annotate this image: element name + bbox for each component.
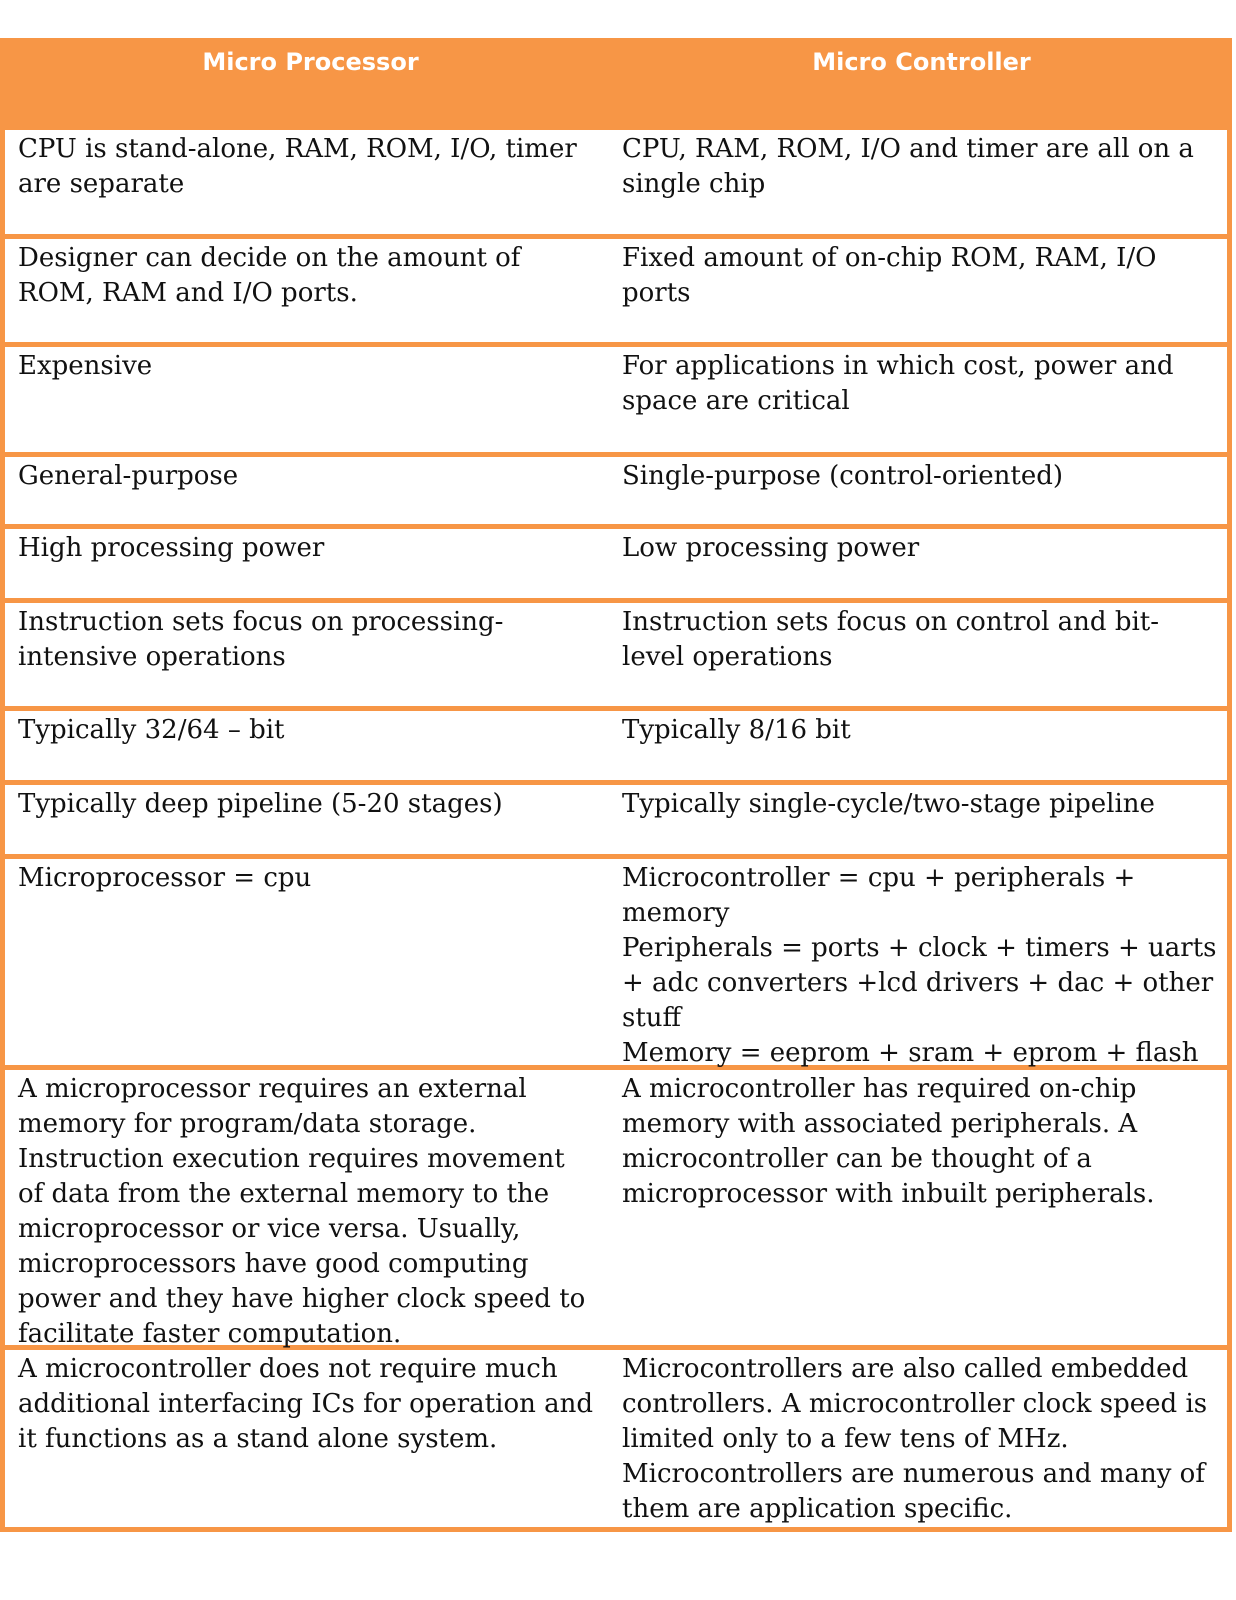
controller-cell: Microcontrollers are also called embedded controllers. A microcontroller clock speed is limited only to a few tens of MHz. Microcontrollers are numerous and many of them are application specific. xyxy=(622,1354,1208,1524)
comparison-table xyxy=(0,38,1232,1532)
processor-cell: A microcontroller does not require much additional interfacing ICs for operation and it functions as a stand alone system. xyxy=(18,1354,593,1454)
processor-cell: A microprocessor requires an external memory for program/data storage. Instruction execution requires movement of data from the external memory to the microprocessor or vice versa. Usually, microprocessors have good computing power and they have higher clock speed to facilitate faster computation. xyxy=(18,1074,586,1349)
processor-cell: Designer can decide on the amount of ROM, RAM and I/O ports. xyxy=(18,243,521,308)
processor-cell: Typically 32/64 – bit xyxy=(18,715,285,745)
table-row xyxy=(5,785,1227,859)
table-row xyxy=(5,457,1227,529)
processor-cell: General-purpose xyxy=(18,461,239,491)
controller-cell: CPU, RAM, ROM, I/O and timer are all on a single chip xyxy=(622,134,1194,199)
processor-cell: Expensive xyxy=(18,351,153,381)
processor-cell: Instruction sets focus on processing-intensive operations xyxy=(18,607,504,672)
header-micro-controller: Micro Controller xyxy=(812,48,1031,76)
controller-cell: Instruction sets focus on control and bit-level operations xyxy=(622,607,1160,672)
processor-cell: High processing power xyxy=(18,533,325,563)
controller-cell: Typically single-cycle/two-stage pipeline xyxy=(622,789,1155,819)
controller-cell: Fixed amount of on-chip ROM, RAM, I/O ports xyxy=(622,243,1157,308)
table-row xyxy=(5,130,1227,239)
controller-cell: A microcontroller has required on-chip memory with associated peripherals. A microcontroller can be thought of a microprocessor with inbuilt peripherals. xyxy=(622,1074,1155,1209)
header-micro-processor: Micro Processor xyxy=(202,48,419,76)
processor-cell: CPU is stand-alone, RAM, ROM, I/O, timer are separate xyxy=(18,134,577,199)
controller-cell: Single-purpose (control-oriented) xyxy=(622,461,1063,491)
table-row xyxy=(5,603,1227,711)
controller-cell: Low processing power xyxy=(622,533,920,563)
table-row xyxy=(5,1070,1227,1350)
controller-cell: Typically 8/16 bit xyxy=(622,715,851,745)
table-header xyxy=(5,38,1227,130)
table-row xyxy=(5,1350,1227,1527)
controller-cell: Microcontroller = cpu + peripherals + memory Peripherals = ports + clock + timers + uarts + adc converters +lcd drivers + dac + other stuff Memory = eeprom + sram + eprom + flash xyxy=(622,863,1217,1068)
controller-cell: For applications in which cost, power and space are critical xyxy=(622,351,1174,416)
processor-cell: Microprocessor = cpu xyxy=(18,863,312,893)
table-row xyxy=(5,529,1227,603)
table-row xyxy=(5,711,1227,785)
table-row xyxy=(5,347,1227,457)
table-row xyxy=(5,859,1227,1070)
table-row xyxy=(5,239,1227,347)
processor-cell: Typically deep pipeline (5-20 stages) xyxy=(18,789,503,819)
